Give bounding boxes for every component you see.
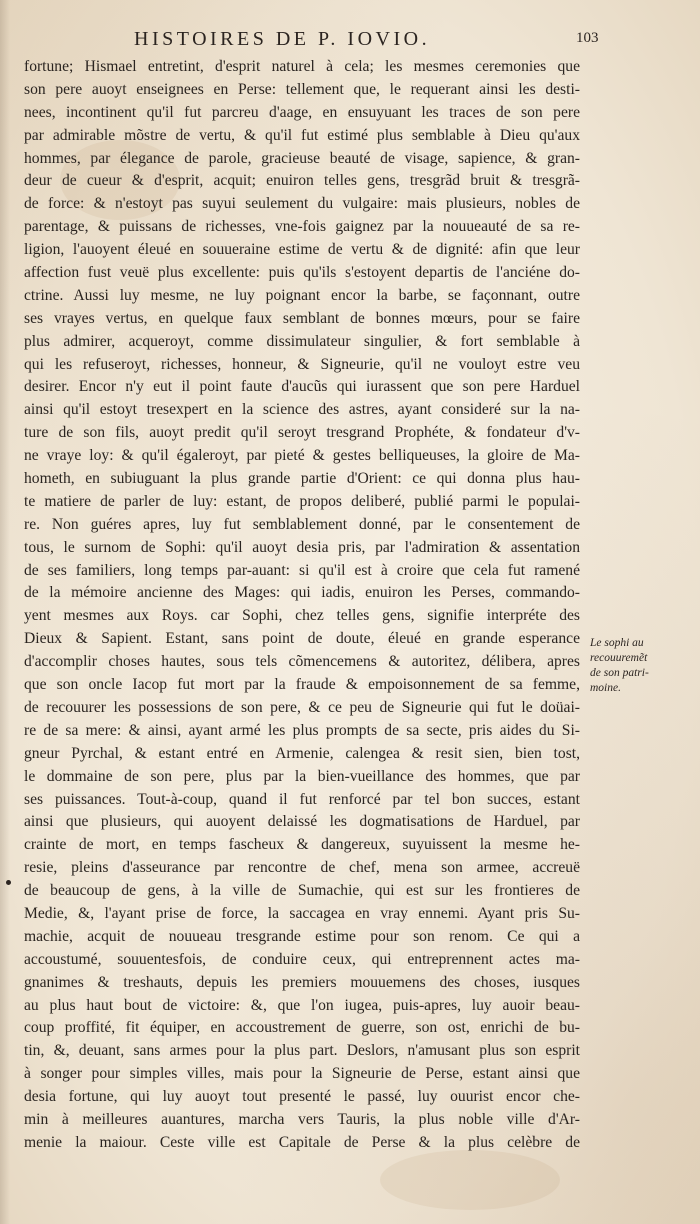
text-line: à songer pour simples villes, mais pour la Signeurie de Perse, estant ainsi que — [24, 1065, 580, 1083]
text-line: son pere auoyt enseignees en Perse: tellement que, le requerant ainsi les desti- — [24, 80, 580, 98]
text-line: accoustumé, souuentesfois, de conduire ceux, qui entreprennent actes ma- — [24, 950, 580, 968]
text-line: min à meilleures auantures, marcha vers Tauris, la plus noble ville d'Ar- — [24, 1110, 580, 1128]
text-line: nees, incontinent qu'il fut parcreu d'aage, en ensuyuant les traces de son pere — [24, 103, 580, 121]
text-line: par admirable mõstre de vertu, & qu'il fut estimé plus semblable à Dieu qu'aux — [24, 126, 580, 144]
text-line: resie, pleins d'asseurance par rencontre de chef, mena son armee, accreuë — [24, 859, 580, 877]
text-line: tous, le surnom de Sophi: qu'il auoyt desia pris, par l'admiration & assentation — [24, 538, 580, 556]
text-line: ligion, l'auoyent éleué en souueraine estime de vertu & de dignité: afin que leur — [24, 241, 580, 259]
text-line: d'accomplir choses hautes, sous tels cõmencemens & autoritez, délibera, apres — [24, 653, 580, 671]
marginal-note — [590, 636, 690, 696]
text-line: le dommaine de son pere, plus par la bien-vueillance des hommes, que par — [24, 767, 580, 785]
text-line: Medie, &, l'ayant prise de force, la saccagea en vray ennemi. Ayant pris Su- — [24, 904, 580, 922]
marginal-note-line: de son patri- — [590, 667, 649, 679]
text-line: de force: & n'estoyt pas suyui seulement du vulgaire: mais plusieurs, nobles de — [24, 195, 580, 213]
text-line: tin, &, deuant, sans armes pour la plus part. Deslors, n'amusant plus son esprit — [24, 1042, 580, 1060]
text-line: ctrine. Aussi luy mesme, ne luy poignant encor la barbe, se façonnant, outre — [24, 286, 580, 304]
text-line: gneur Pyrchal, & estant entré en Armenie, calengea & resit sien, bien tost, — [24, 744, 580, 762]
margin-mark-icon — [6, 880, 11, 885]
text-line: hometh, en subiuguant la plus grande partie d'Orient: ce qui donna plus hau- — [24, 470, 580, 488]
text-line: deur de cueur & d'esprit, acquit; enuiron telles gens, tresgrãd bruit & tresgrã- — [24, 172, 580, 190]
text-line: au plus haut bout de victoire: &, que l'on iugea, puis-apres, luy auoir beau- — [24, 996, 580, 1014]
page-header — [24, 28, 604, 54]
text-line: ne vraye loy: & qu'il égaleroyt, par pieté & gestes belliqueuses, la gloire de Ma- — [24, 447, 580, 465]
text-line: desia fortune, qui luy auoyt tout presenté le passé, luy ouurist encor che- — [24, 1088, 580, 1106]
text-line: que son oncle Iacop fut mort par la fraude & empoisonnement de sa femme, — [24, 676, 580, 694]
text-line: desirer. Encor n'y eut il point faute d'aucũs qui iurassent que son pere Harduel — [24, 378, 580, 396]
text-line: te matiere de parler de luy: estant, de propos deliberé, publié parmi le populai- — [24, 492, 580, 510]
text-line: parentage, & puissans de richesses, vne-fois gaignez par la nouueauté de sa re- — [24, 218, 580, 236]
text-line: qui les refuseroyt, richesses, honneur, & Signeurie, qu'il ne vouloyt estre veu — [24, 355, 580, 373]
marginal-note-line: recouuremẽt — [590, 652, 648, 664]
text-line: yent mesmes aux Roys. car Sophi, chez telles gens, signifie interpréte des — [24, 607, 580, 625]
text-line: hommes, par élegance de parole, gracieuse beauté de visage, sapience, & gran- — [24, 149, 580, 167]
text-line: ses puissances. Tout-à-coup, quand il fut renforcé par tel bon succes, estant — [24, 790, 580, 808]
text-line: ture de son fils, auoyt predit qu'il seroyt tresgrand Prophéte, & fondateur d'v- — [24, 424, 580, 442]
text-line: fortune; Hismael entretint, d'esprit naturel à cela; les mesmes ceremonies que — [24, 58, 580, 75]
body-text — [24, 56, 580, 1155]
text-line: de ses familiers, long temps par-auant: si qu'il est à croire que cela fut ramené — [24, 561, 580, 579]
binding-shadow — [0, 0, 10, 1224]
text-line: machie, acquit de nouueau tresgrande estime pour son renom. Ce qui a — [24, 927, 580, 945]
text-line: affection fust veuë plus excellente: puis qu'ils s'estoyent departis de l'anciéne do- — [24, 264, 580, 282]
text-line: ainsi que plusieurs, qui auoyent delaissé les dogmatisations de Harduel, par — [24, 813, 580, 831]
text-line: crainte de mort, en temps fascheux & dangereux, suyuissent la mesme he- — [24, 836, 580, 854]
text-line: de la mémoire ancienne des Mages: qui iadis, enuiron les Perses, commando- — [24, 584, 580, 602]
text-line: menie la maiour. Ceste ville est Capitale de Perse & la plus celèbre de — [24, 1133, 580, 1151]
text-line: plus admirer, acqueroyt, comme dissimulateur singulier, & fort semblable à — [24, 332, 580, 350]
text-line: coup proffité, fit équiper, en accoustrement de guerre, son ost, enrichi de bu- — [24, 1019, 580, 1037]
running-head: HISTOIRES DE P. IOVIO. — [134, 28, 431, 50]
page-number: 103 — [576, 30, 599, 46]
paper-stain — [380, 1150, 560, 1210]
marginal-note-line: Le sophi au — [590, 637, 644, 649]
text-line: re. Non guéres apres, luy fut semblablement donné, par le consentement de — [24, 515, 580, 533]
text-line: Dieux & Sapient. Estant, sans point de doute, éleué en grande esperance — [24, 630, 580, 648]
text-line: ainsi qu'il estoyt tresexpert en la science des astres, ayant consideré sur la na- — [24, 401, 580, 419]
text-line: de beaucoup de gens, à la ville de Sumachie, qui est sur les frontieres de — [24, 882, 580, 900]
text-line: gnanimes & treshauts, depuis les premiers mouuemens des choses, iusques — [24, 973, 580, 991]
text-line: ses vrayes vertus, en quelque faux semblant de bonnes mœurs, pour se faire — [24, 309, 580, 327]
text-line: de recouurer les possessions de son pere, & ce peu de Signeurie qui fut le doüai- — [24, 698, 580, 716]
text-line: re de sa mere: & ainsi, ayant armé les plus prompts de sa secte, pris aides du Si- — [24, 721, 580, 739]
marginal-note-line: moine. — [590, 682, 621, 694]
